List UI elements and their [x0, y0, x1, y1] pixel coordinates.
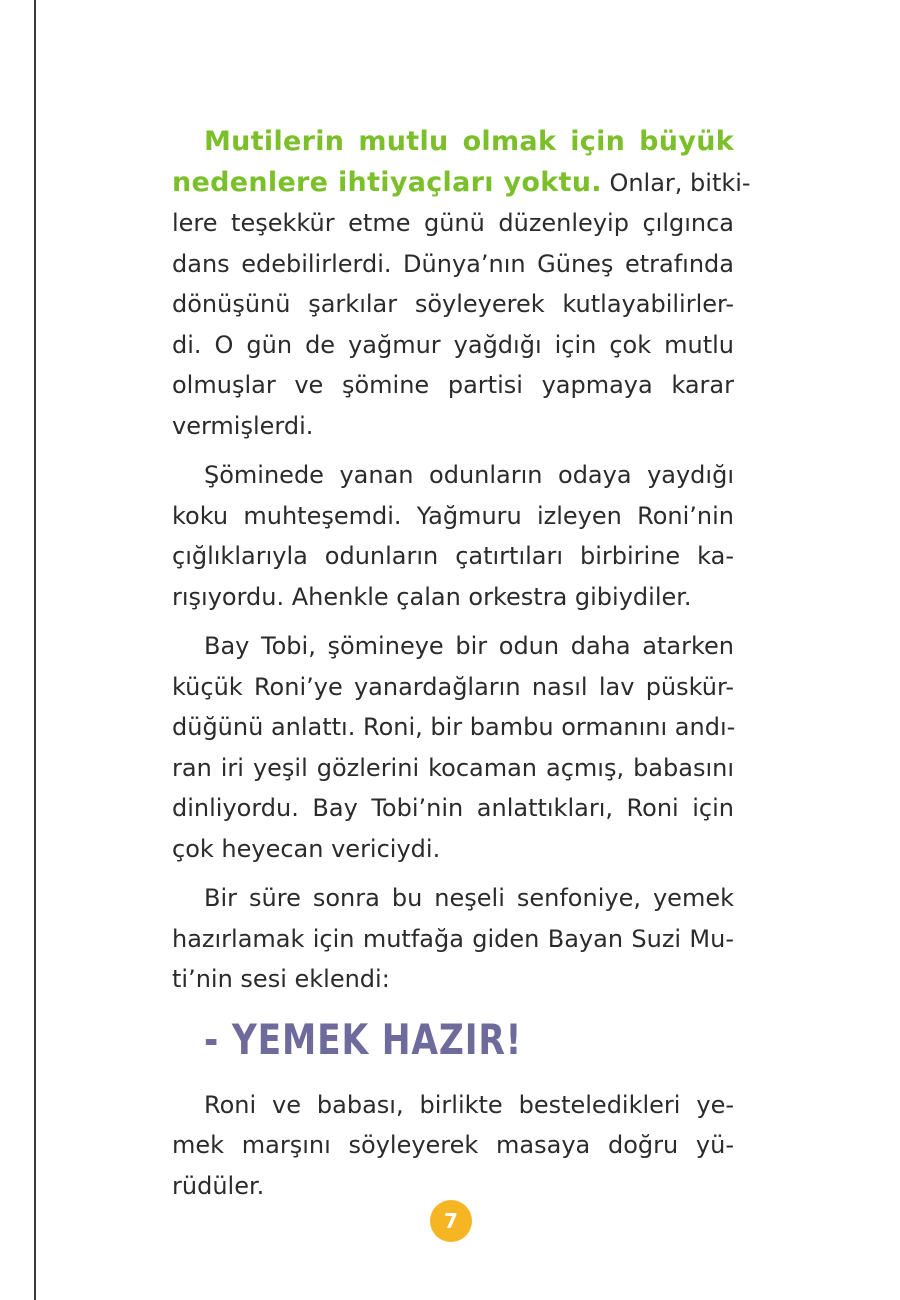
text-line: lere teşekkür etme günü düzenleyip çılgınca	[172, 209, 734, 237]
text-line: çığlıklarıyla odunların çatırtıları birbirine ka-	[172, 542, 734, 570]
text-line: hazırlamak için mutfağa giden Bayan Suzi Mu-	[172, 924, 734, 953]
text-line: rüdüler.	[172, 1171, 265, 1200]
paragraph-3	[172, 626, 734, 869]
text-line: küçük Roni’ye yanardağların nasıl lav püskür-	[172, 672, 734, 701]
text-line: dinliyordu. Bay Tobi’nin anlattıkları, Roni için	[172, 794, 734, 822]
text-line: çok heyecan vericiydi.	[172, 834, 441, 863]
highlight-line: nedenlere ihtiyaçları yoktu.	[172, 166, 602, 198]
paragraph-5	[172, 1085, 734, 1207]
text-line: vermişlerdi.	[172, 411, 314, 440]
paragraph-1	[172, 122, 751, 446]
text-line: Bay Tobi, şömineye bir odun daha atarken	[204, 632, 734, 660]
text-line: di. O gün de yağmur yağdığı için çok mutlu	[172, 330, 734, 359]
paragraph-2	[172, 455, 734, 617]
story-text	[172, 122, 751, 1215]
dialogue-shout: - YEMEK HAZIR!	[204, 1014, 523, 1064]
text-line: düğünü anlattı. Roni, bir bambu ormanını andı-	[172, 713, 736, 741]
page-number-badge: 7	[430, 1200, 472, 1242]
text-line	[172, 163, 751, 204]
text-line: dönüşünü şarkılar söyleyerek kutlayabilirler-	[172, 290, 734, 318]
text-line: ti’nin sesi eklendi:	[172, 965, 390, 993]
text-line: rışıyordu. Ahenkle çalan orkestra gibiydiler.	[172, 582, 692, 611]
text-line: olmuşlar ve şömine partisi yapmaya karar	[172, 371, 734, 399]
page-edge-line	[34, 0, 36, 1300]
text-line: dans edebilirlerdi. Dünya’nın Güneş etrafında	[172, 249, 734, 278]
text-line: Roni ve babası, birlikte besteledikleri ye-	[204, 1090, 734, 1119]
paragraph-4	[172, 878, 734, 1000]
text-fragment: Onlar, bitki-	[609, 168, 751, 197]
text-line: mek marşını söyleyerek masaya doğru yü-	[172, 1131, 734, 1159]
highlight-line: Mutilerin mutlu olmak için büyük	[204, 126, 734, 157]
text-line: ran iri yeşil gözlerini kocaman açmış, babasını	[172, 753, 734, 782]
text-line: koku muhteşemdi. Yağmuru izleyen Roni’nin	[172, 501, 734, 530]
text-line: Şöminede yanan odunların odaya yaydığı	[204, 461, 734, 489]
text-line: Bir süre sonra bu neşeli senfoniye, yemek	[204, 884, 734, 912]
